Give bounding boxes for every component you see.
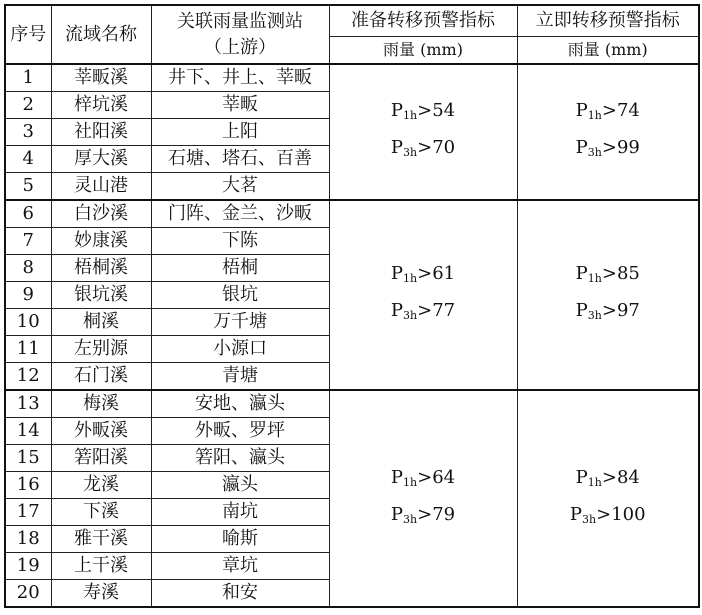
row-station: 和安 bbox=[151, 580, 329, 608]
row-station: 瀛头 bbox=[151, 472, 329, 499]
row-station: 南坑 bbox=[151, 499, 329, 526]
row-index: 4 bbox=[5, 146, 51, 173]
warning-index-table bbox=[4, 4, 700, 608]
row-basin: 箬阳溪 bbox=[51, 445, 151, 472]
row-basin: 桐溪 bbox=[51, 309, 151, 336]
row-index: 7 bbox=[5, 228, 51, 255]
row-station: 门阵、金兰、沙畈 bbox=[151, 200, 329, 228]
row-basin: 外畈溪 bbox=[51, 418, 151, 445]
row-basin: 社阳溪 bbox=[51, 119, 151, 146]
row-station: 安地、瀛头 bbox=[151, 390, 329, 418]
row-index: 1 bbox=[5, 64, 51, 92]
row-index: 5 bbox=[5, 173, 51, 201]
row-index: 18 bbox=[5, 526, 51, 553]
row-station: 石塘、塔石、百善 bbox=[151, 146, 329, 173]
row-basin: 灵山港 bbox=[51, 173, 151, 201]
row-station: 莘畈 bbox=[151, 92, 329, 119]
row-station: 梧桐 bbox=[151, 255, 329, 282]
row-station: 万千塘 bbox=[151, 309, 329, 336]
row-station: 银坑 bbox=[151, 282, 329, 309]
prepare-threshold-1h: $P_{1h}>54$ bbox=[390, 100, 456, 122]
immediate-threshold bbox=[517, 390, 699, 607]
row-station: 青塘 bbox=[151, 363, 329, 391]
immediate-threshold-1h: $P_{1h}>85$ bbox=[575, 263, 640, 285]
header-station-line2: （上游） bbox=[204, 36, 276, 58]
row-station: 章坑 bbox=[151, 553, 329, 580]
header-station-line1: 关联雨量监测站 bbox=[177, 10, 303, 32]
row-index: 12 bbox=[5, 363, 51, 391]
row-index: 13 bbox=[5, 390, 51, 418]
immediate-threshold-1h: $P_{1h}>74$ bbox=[575, 100, 640, 122]
row-index: 8 bbox=[5, 255, 51, 282]
row-station: 大茗 bbox=[151, 173, 329, 201]
row-index: 10 bbox=[5, 309, 51, 336]
prepare-threshold bbox=[329, 390, 517, 607]
row-basin: 寿溪 bbox=[51, 580, 151, 608]
header-station bbox=[151, 5, 329, 64]
prepare-threshold-3h: $P_{3h}>70$ bbox=[390, 137, 456, 159]
row-basin: 下溪 bbox=[51, 499, 151, 526]
prepare-threshold-3h: $P_{3h}>77$ bbox=[390, 300, 456, 322]
header-index: 序号 bbox=[5, 5, 51, 64]
immediate-threshold-3h: $P_{3h}>97$ bbox=[575, 300, 640, 322]
row-index: 2 bbox=[5, 92, 51, 119]
table-row bbox=[5, 64, 699, 92]
immediate-threshold-3h: $P_{3h}>100$ bbox=[569, 503, 646, 526]
row-basin: 梓坑溪 bbox=[51, 92, 151, 119]
row-basin: 上干溪 bbox=[51, 553, 151, 580]
prepare-threshold-1h: $P_{1h}>61$ bbox=[390, 263, 456, 285]
row-station: 井下、井上、莘畈 bbox=[151, 64, 329, 92]
immediate-threshold bbox=[517, 200, 699, 390]
row-station: 下陈 bbox=[151, 228, 329, 255]
prepare-threshold-1h: $P_{1h}>64$ bbox=[390, 466, 456, 489]
row-index: 6 bbox=[5, 200, 51, 228]
row-station: 箬阳、瀛头 bbox=[151, 445, 329, 472]
row-index: 9 bbox=[5, 282, 51, 309]
row-index: 16 bbox=[5, 472, 51, 499]
table-row bbox=[5, 390, 699, 418]
prepare-threshold-3h: $P_{3h}>79$ bbox=[390, 503, 456, 526]
header-prepare: 准备转移预警指标 bbox=[329, 5, 517, 37]
warning-index-table-wrapper bbox=[4, 4, 700, 608]
row-basin: 梅溪 bbox=[51, 390, 151, 418]
header-row-1 bbox=[5, 5, 699, 37]
row-basin: 莘畈溪 bbox=[51, 64, 151, 92]
header-immediate: 立即转移预警指标 bbox=[517, 5, 699, 37]
header-prepare-unit: 雨量 (mm) bbox=[329, 37, 517, 65]
row-station: 喻斯 bbox=[151, 526, 329, 553]
row-basin: 白沙溪 bbox=[51, 200, 151, 228]
header-immediate-unit: 雨量 (mm) bbox=[517, 37, 699, 65]
row-index: 3 bbox=[5, 119, 51, 146]
row-basin: 左别源 bbox=[51, 336, 151, 363]
row-basin: 银坑溪 bbox=[51, 282, 151, 309]
immediate-threshold bbox=[517, 64, 699, 200]
row-station: 小源口 bbox=[151, 336, 329, 363]
table-row bbox=[5, 200, 699, 228]
row-index: 17 bbox=[5, 499, 51, 526]
row-station: 外畈、罗坪 bbox=[151, 418, 329, 445]
row-index: 20 bbox=[5, 580, 51, 608]
prepare-threshold bbox=[329, 200, 517, 390]
header-basin: 流域名称 bbox=[51, 5, 151, 64]
row-index: 15 bbox=[5, 445, 51, 472]
row-basin: 雅干溪 bbox=[51, 526, 151, 553]
prepare-threshold bbox=[329, 64, 517, 200]
row-basin: 龙溪 bbox=[51, 472, 151, 499]
row-index: 19 bbox=[5, 553, 51, 580]
row-index: 11 bbox=[5, 336, 51, 363]
immediate-threshold-1h: $P_{1h}>84$ bbox=[575, 466, 640, 489]
row-basin: 梧桐溪 bbox=[51, 255, 151, 282]
row-basin: 厚大溪 bbox=[51, 146, 151, 173]
row-basin: 妙康溪 bbox=[51, 228, 151, 255]
row-index: 14 bbox=[5, 418, 51, 445]
immediate-threshold-3h: $P_{3h}>99$ bbox=[575, 137, 640, 159]
row-station: 上阳 bbox=[151, 119, 329, 146]
row-basin: 石门溪 bbox=[51, 363, 151, 391]
